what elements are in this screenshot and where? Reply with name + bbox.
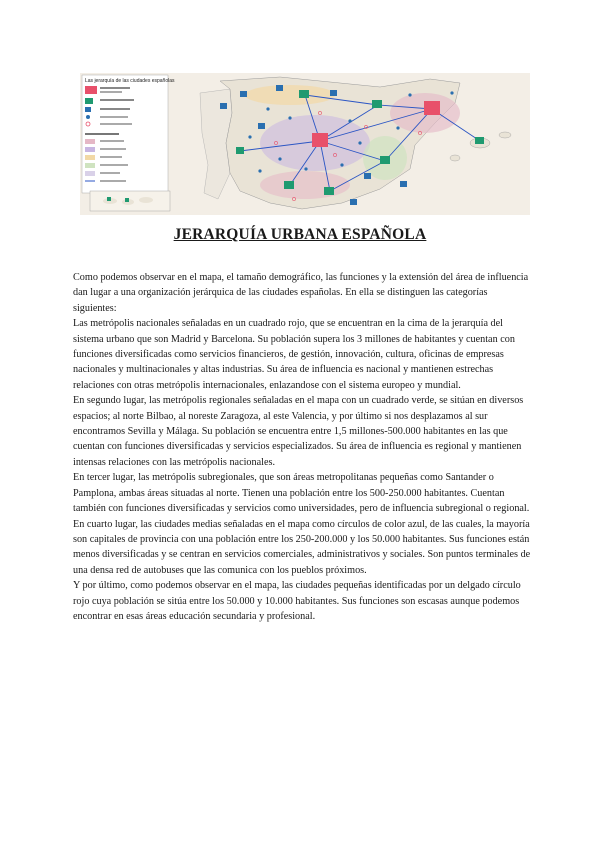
zaragoza-regional-metropolis-marker xyxy=(372,100,382,108)
paragraph-subregional-metropolis: En tercer lugar, las metrópolis subregionales, que son áreas metropolitanas pequeñas como Santander o Pamplona, ambas áreas situadas al norte. Tienen una población entre los 500-250.000 habitantes. Cuentan también con funciones diversificadas y servicios como universidades, pero de influencia subregional o regional. xyxy=(73,472,530,515)
barcelona-national-metropolis-marker xyxy=(424,101,440,115)
sevilla-regional-metropolis-marker xyxy=(284,181,294,189)
palma-regional-metropolis-marker xyxy=(475,137,484,144)
legend-medium-city-dot xyxy=(86,115,90,119)
malaga-regional-metropolis-marker xyxy=(324,187,334,195)
madrid-national-metropolis-marker xyxy=(312,133,328,147)
map-legend xyxy=(82,75,175,193)
legend-regional-swatch xyxy=(85,98,93,104)
north-influence-area xyxy=(245,85,335,105)
alicante-subregional-marker xyxy=(364,173,371,179)
valladolid-subregional-marker xyxy=(258,123,265,129)
urban-hierarchy-map xyxy=(80,73,530,215)
paragraph-medium-cities: En cuarto lugar, las ciudades medias señaladas en el mapa como círculos de color azul, de las cuales, la mayoría son capitales de provincia con una población entre los 250-200.000 y los 50.000 habitantes. Sus funciones están menos diversificadas y se centran en servicios comerciales, administrativos y sociales. Son puntos terminales de una densa red de autobuses que las comunica con los pueblos próximos. xyxy=(73,518,531,576)
granada-subregional-marker xyxy=(350,199,357,205)
santander-subregional-marker xyxy=(276,85,283,91)
canary-islands-inset xyxy=(90,191,170,211)
andalusia-influence-area xyxy=(260,171,350,199)
document-title: JERARQUÍA URBANA ESPAÑOLA xyxy=(173,226,427,243)
pamplona-subregional-marker xyxy=(330,90,337,96)
murcia-subregional-marker xyxy=(400,181,407,187)
legend-title: Las jerarquía de las ciudades españolas xyxy=(85,78,175,84)
paragraph-national-metropolis: Las metrópolis nacionales señaladas en un cuadrado rojo, que se encuentran en la cima de la jerarquía del sistema urbano que son Madrid y Barcelona. Su población supera los 3 millones de habitantes y cuentan con funciones diversificadas como servicios financieros, de gestión, innovación, cultura, oficinas de empresas nacionales y multinacionales y altas industrias. Su área de influencia es nacional y mantienen estrechas relaciones con otras metrópolis internacionales, enlazandose con el sistema europeo y mundial. xyxy=(73,318,515,391)
lisbon-area-marker xyxy=(236,147,244,154)
paragraph-intro: Como podemos observar en el mapa, el tamaño demográfico, las funciones y la extensión del área de influencia dan lugar a una organización jerárquica de las ciudades españolas. En ella se distinguen las categorías siguientes: xyxy=(73,272,529,314)
paragraph-small-cities: Y por último, como podemos observar en el mapa, las ciudades pequeñas identificadas por un delgado círculo rojo cuya población se sitúa entre los 50.000 y 10.000 habitantes. Sus funciones son escasas aunque podemos encontrar en esas áreas educación secundaria y profesional. xyxy=(73,580,521,622)
legend-subregional-swatch xyxy=(85,107,91,112)
bilbao-regional-metropolis-marker xyxy=(299,90,309,98)
oviedo-subregional-marker xyxy=(240,91,247,97)
vigo-subregional-marker xyxy=(220,103,227,109)
paragraph-regional-metropolis: En segundo lugar, las metrópolis regionales señaladas en el mapa con un cuadrado verde, se sitúan en diversos espacios; al norte Bilbao, al noreste Zaragoza, al este Valencia, y por último si nos desplazamos al sur encontramos Sevilla y Málaga. Su población se encuentra entre 1,5 millones-500.000 habitantes en las que cuentan con funciones diversificadas y servicios especializados. Su área de influencia es regional y mantienen intensas relaciones con las metrópolis nacionales. xyxy=(73,395,524,468)
valencia-regional-metropolis-marker xyxy=(380,156,390,164)
legend-national-swatch xyxy=(85,86,97,94)
document-body xyxy=(73,270,531,624)
